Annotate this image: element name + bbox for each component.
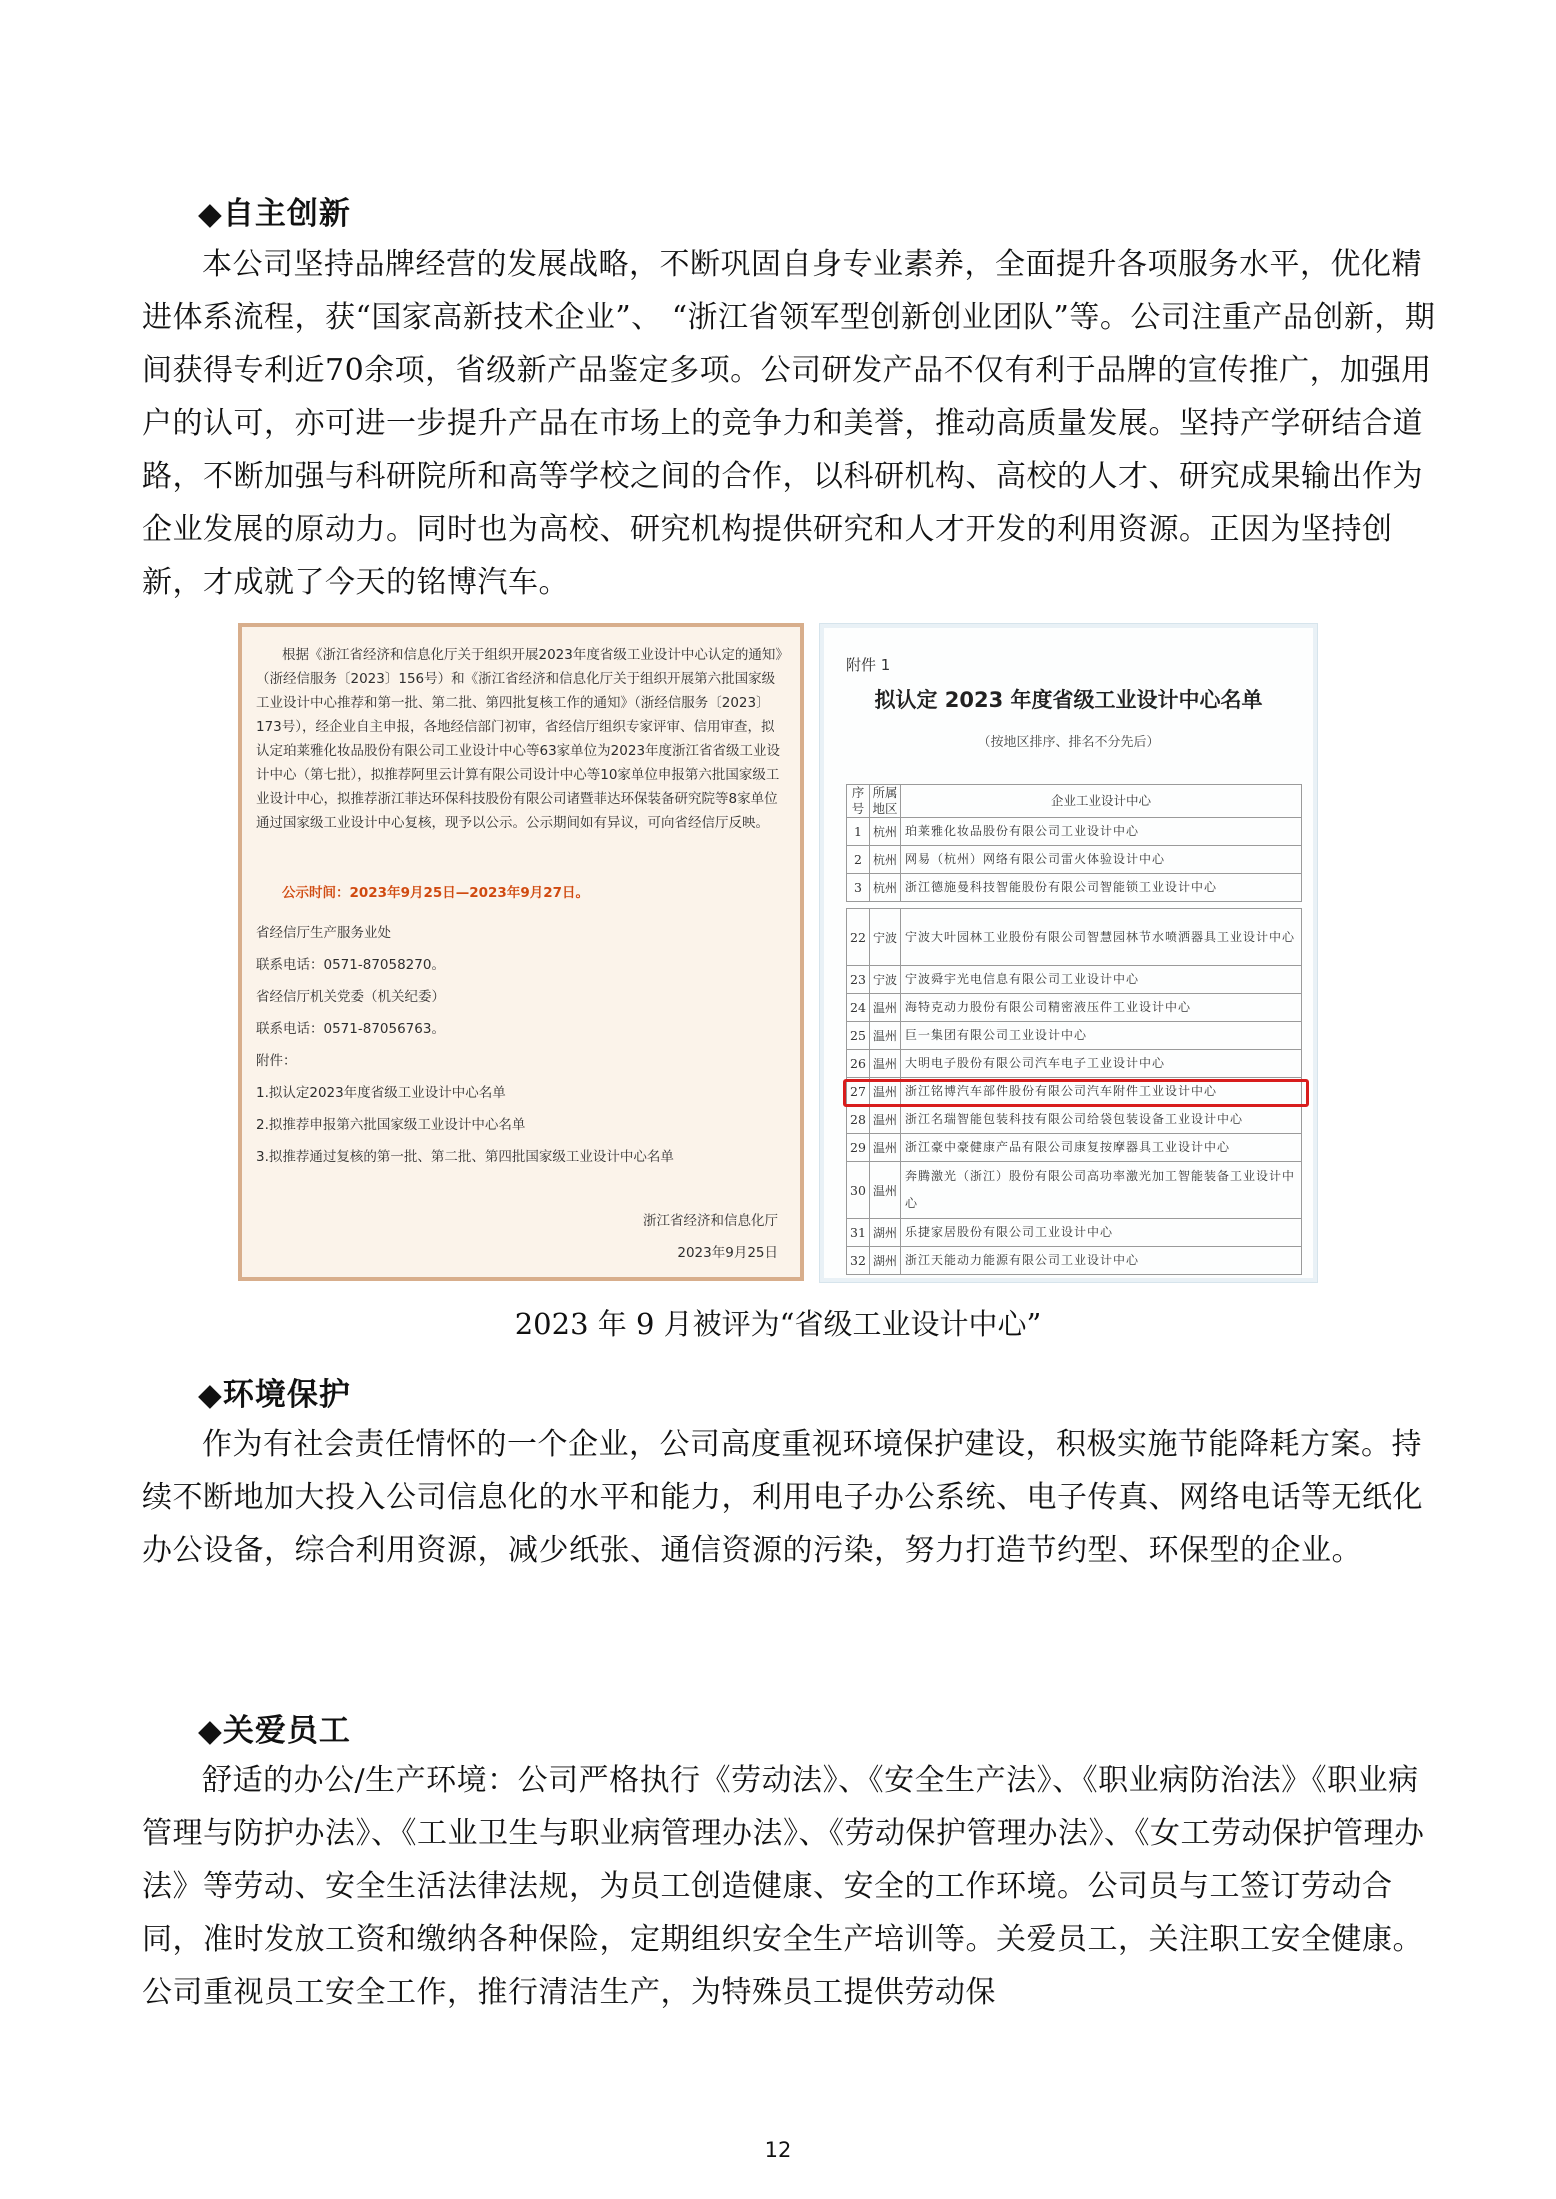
cell-no: 26 xyxy=(847,1050,870,1078)
cell-no: 2 xyxy=(847,846,870,874)
cell-no: 32 xyxy=(847,1247,870,1275)
table-row xyxy=(847,818,1302,846)
table-row xyxy=(847,1050,1302,1078)
cell-region: 温州 xyxy=(870,1162,901,1219)
table-header-row xyxy=(847,785,1302,818)
cell-no: 22 xyxy=(847,909,870,966)
notice-attachment-item: 3.拟推荐通过复核的第一批、第二批、第四批国家级工业设计中心名单 xyxy=(256,1149,674,1165)
notice-contact-line: 联系电话：0571-87058270。 xyxy=(256,957,445,973)
notice-date: 2023年9月25日 xyxy=(677,1245,778,1261)
table-row xyxy=(847,994,1302,1022)
cell-region: 温州 xyxy=(870,1134,901,1162)
roster-list-screenshot xyxy=(819,623,1318,1283)
cell-no: 1 xyxy=(847,818,870,846)
cell-region: 杭州 xyxy=(870,846,901,874)
table-gap-cell xyxy=(847,902,1302,909)
cell-name: 巨一集团有限公司工业设计中心 xyxy=(901,1022,1302,1050)
cell-region: 温州 xyxy=(870,1106,901,1134)
cell-name: 宁波舜宇光电信息有限公司工业设计中心 xyxy=(901,966,1302,994)
cell-name: 珀莱雅化妆品股份有限公司工业设计中心 xyxy=(901,818,1302,846)
header-name: 企业工业设计中心 xyxy=(901,785,1302,818)
public-notice-screenshot xyxy=(238,623,804,1281)
notice-signer: 浙江省经济和信息化厅 xyxy=(643,1213,778,1229)
cell-name: 网易（杭州）网络有限公司雷火体验设计中心 xyxy=(901,846,1302,874)
section-heading-environment: ◆环境保护 xyxy=(198,1377,351,1413)
cell-name: 浙江名瑞智能包装科技有限公司给袋包装设备工业设计中心 xyxy=(901,1106,1302,1134)
certification-figure xyxy=(238,623,1318,1283)
paragraph-innovation: 本公司坚持品牌经营的发展战略，不断巩固自身专业素养，全面提升各项服务水平，优化精进体系流程，获“国家高新技术企业”、 “浙江省领军型创新创业团队”等。公司注重产品创新，期间获得专利近70余项，省级新产品鉴定多项。公司研发产品不仅有利于品牌的宣传推广，加强用户的认可，亦可进一步提升产品在市场上的竞争力和美誉，推动高质量发展。坚持产学研结合道路，不断加强与科研院所和高等学校之间的合作，以科研机构、高校的人才、研究成果输出作为企业发展的原动力。同时也为高校、研究机构提供研究和人才开发的利用资源。正因为坚持创新，才成就了今天的铭博汽车。 xyxy=(142,247,1436,600)
cell-region: 温州 xyxy=(870,994,901,1022)
header-no: 序号 xyxy=(847,785,870,818)
cell-no: 25 xyxy=(847,1022,870,1050)
cell-region: 杭州 xyxy=(870,818,901,846)
table-row xyxy=(847,909,1302,966)
table-gap-row xyxy=(847,902,1302,909)
page-number: 12 xyxy=(764,2138,792,2162)
cell-no: 24 xyxy=(847,994,870,1022)
header-region: 所属地区 xyxy=(870,785,901,818)
section-heading-employees: ◆关爱员工 xyxy=(198,1713,351,1749)
cell-no: 29 xyxy=(847,1134,870,1162)
notice-attachment-item: 2.拟推荐申报第六批国家级工业设计中心名单 xyxy=(256,1117,526,1133)
cell-name: 乐捷家居股份有限公司工业设计中心 xyxy=(901,1219,1302,1247)
roster-title: 拟认定 2023 年度省级工业设计中心名单 xyxy=(874,688,1263,712)
cell-no: 27 xyxy=(847,1078,870,1106)
table-row xyxy=(847,1022,1302,1050)
roster-table xyxy=(846,784,1302,1275)
cell-no: 30 xyxy=(847,1162,870,1219)
section-heading-innovation: ◆自主创新 xyxy=(198,196,351,232)
paragraph-environment: 作为有社会责任情怀的一个企业，公司高度重视环境保护建设，积极实施节能降耗方案。持续不断地加大投入公司信息化的水平和能力，利用电子办公系统、电子传真、网络电话等无纸化办公设备，综合利用资源，减少纸张、通信资源的污染，努力打造节约型、环保型的企业。 xyxy=(142,1427,1423,1568)
cell-region: 宁波 xyxy=(870,966,901,994)
notice-contact-line: 省经信厅机关党委（机关纪委） xyxy=(256,989,445,1005)
roster-table-body xyxy=(847,818,1302,1275)
cell-name: 浙江豪中豪健康产品有限公司康复按摩器具工业设计中心 xyxy=(901,1134,1302,1162)
cell-region: 杭州 xyxy=(870,874,901,902)
cell-no: 23 xyxy=(847,966,870,994)
cell-name: 浙江天能动力能源有限公司工业设计中心 xyxy=(901,1247,1302,1275)
table-row xyxy=(847,1106,1302,1134)
cell-region: 温州 xyxy=(870,1022,901,1050)
cell-name: 浙江德施曼科技智能股份有限公司智能锁工业设计中心 xyxy=(901,874,1302,902)
notice-attachments-label: 附件： xyxy=(256,1053,297,1069)
table-row-highlighted xyxy=(847,1078,1302,1106)
notice-time: 公示时间：2023年9月25日—2023年9月27日。 xyxy=(282,885,590,901)
cell-region: 温州 xyxy=(870,1050,901,1078)
cell-region: 湖州 xyxy=(870,1247,901,1275)
cell-no: 3 xyxy=(847,874,870,902)
figure-caption: 2023 年 9 月被评为“省级工业设计中心” xyxy=(514,1307,1042,1341)
annex-label: 附件 1 xyxy=(846,656,891,674)
table-row xyxy=(847,1219,1302,1247)
table-row xyxy=(847,966,1302,994)
paragraph-employees: 舒适的办公/生产环境：公司严格执行《劳动法》、《安全生产法》、《职业病防治法》《职业病管理与防护办法》、《工业卫生与职业病管理办法》、《劳动保护管理办法》、《女工劳动保护管理办法》等劳动、安全生活法律法规，为员工创造健康、安全的工作环境。公司员与工签订劳动合同，准时发放工资和缴纳各种保险，定期组织安全生产培训等。关爱员工，关注职工安全健康。公司重视员工安全工作，推行清洁生产，为特殊员工提供劳动保 xyxy=(142,1763,1425,2010)
table-row xyxy=(847,1134,1302,1162)
cell-region: 宁波 xyxy=(870,909,901,966)
cell-name: 海特克动力股份有限公司精密液压件工业设计中心 xyxy=(901,994,1302,1022)
table-row xyxy=(847,846,1302,874)
notice-body: 根据《浙江省经济和信息化厅关于组织开展2023年度省级工业设计中心认定的通知》（浙经信服务〔2023〕156号）和《浙江省经济和信息化厅关于组织开展第六批国家级工业设计中心推荐和第一批、第二批、第四批复核工作的通知》（浙经信服务〔2023〕173号），经企业自主申报，各地经信部门初审，省经信厅组织专家评审、信用审查，拟认定珀莱雅化妆品股份有限公司工业设计中心等63家单位为2023年度浙江省省级工业设计中心（第七批），拟推荐阿里云计算有限公司设计中心等10家单位申报第六批国家级工业设计中心，拟推荐浙江菲达环保科技股份有限公司诸暨菲达环保装备研究院等8家单位通过国家级工业设计中心复核，现予以公示。公示期间如有异议，可向省经信厅反映。 xyxy=(256,647,783,831)
cell-region: 湖州 xyxy=(870,1219,901,1247)
notice-contact-line: 省经信厅生产服务业处 xyxy=(256,925,391,941)
table-row xyxy=(847,874,1302,902)
cell-name: 大明电子股份有限公司汽车电子工业设计中心 xyxy=(901,1050,1302,1078)
notice-attachment-item: 1.拟认定2023年度省级工业设计中心名单 xyxy=(256,1085,506,1101)
table-row xyxy=(847,1162,1302,1219)
table-row xyxy=(847,1247,1302,1275)
cell-name: 奔腾激光（浙江）股份有限公司高功率激光加工智能装备工业设计中心 xyxy=(901,1162,1302,1219)
cell-name: 浙江铭博汽车部件股份有限公司汽车附件工业设计中心 xyxy=(901,1078,1302,1106)
notice-contact-line: 联系电话：0571-87056763。 xyxy=(256,1021,445,1037)
cell-no: 28 xyxy=(847,1106,870,1134)
cell-no: 31 xyxy=(847,1219,870,1247)
cell-region: 温州 xyxy=(870,1078,901,1106)
roster-subtitle: （按地区排序、排名不分先后） xyxy=(977,735,1160,750)
cell-name: 宁波大叶园林工业股份有限公司智慧园林节水喷洒器具工业设计中心 xyxy=(901,909,1302,966)
